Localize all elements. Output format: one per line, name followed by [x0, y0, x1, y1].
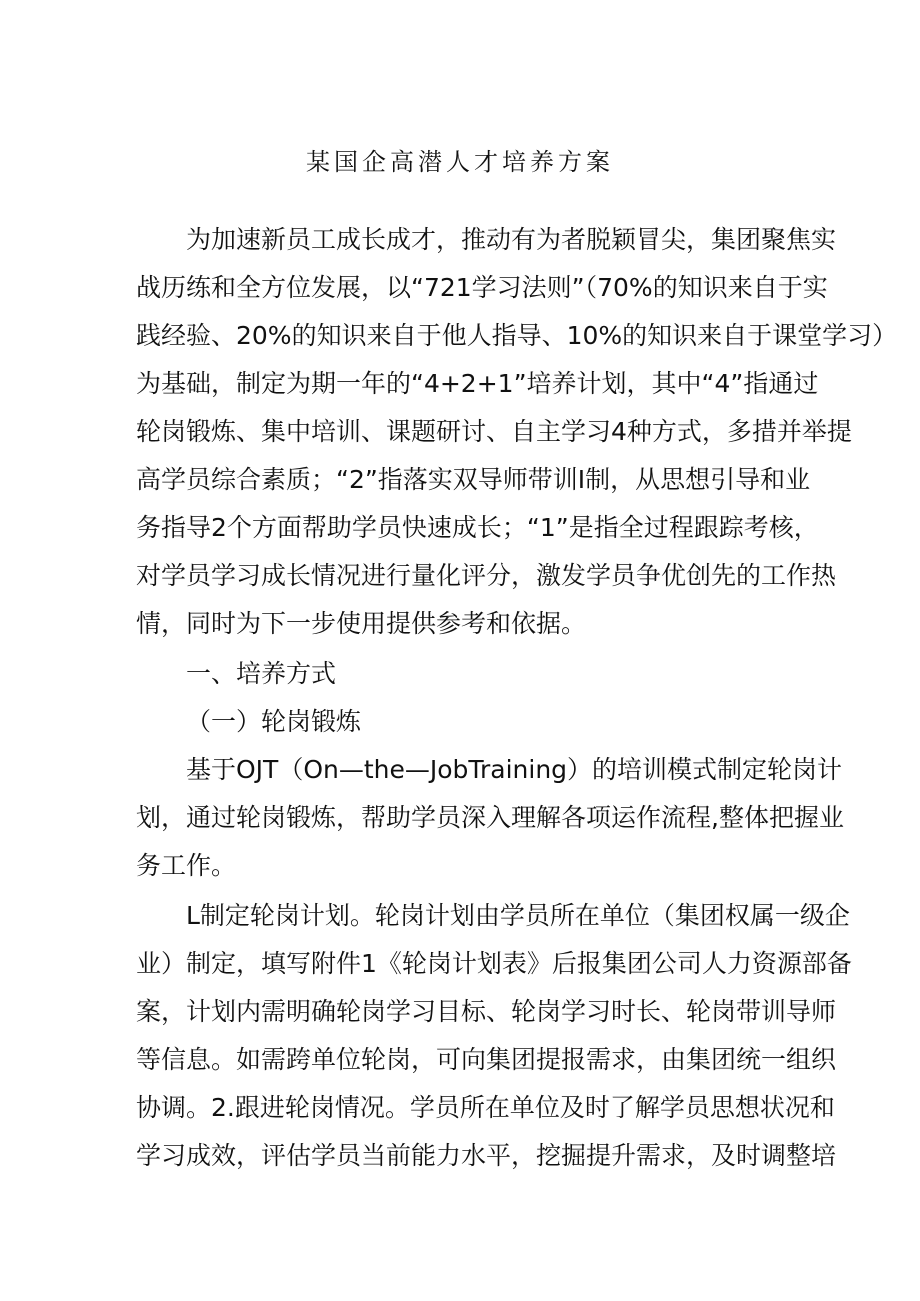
paragraph-line: 案，计划内需明确轮岗学习目标、轮岗学习时长、轮岗带训导师 — [136, 997, 837, 1026]
paragraph-line: 为基础，制定为期一年的“4+2+1”培养计划，其中“4”指通过 — [136, 369, 819, 398]
paragraph-line: 等信息。如需跨单位轮岗，可向集团提报需求，由集团统一组织 — [136, 1045, 837, 1074]
paragraph-line: 为加速新员工成长成才，推动有为者脱颖冒尖，集团聚焦实 — [186, 225, 837, 254]
paragraph-line: 对学员学习成长情况进行量化评分，激发学员争优创先的工作热 — [136, 561, 837, 590]
paragraph-line: 业）制定，填写附件1《轮岗计划表》后报集团公司人力资源部备 — [136, 949, 852, 978]
paragraph-line: L制定轮岗计划。轮岗计划由学员所在单位（集团权属一级企 — [186, 901, 850, 930]
paragraph-line: 划，通过轮岗锻炼，帮助学员深入理解各项运作流程,整体把握业 — [136, 803, 844, 832]
paragraph-line: 情，同时为下一步使用提供参考和依据。 — [136, 609, 587, 638]
subsection-heading: （一）轮岗锻炼 — [186, 707, 362, 736]
paragraph-line: 基于OJT（On—the—JobTraining）的培训模式制定轮岗计 — [186, 755, 843, 784]
paragraph-line: 战历练和全方位发展，以“721学习法则”（70%的知识来自于实 — [136, 273, 828, 302]
paragraph-line: 学习成效，评估学员当前能力水平，挖掘提升需求，及时调整培 — [136, 1141, 837, 1170]
document-title: 某国企高潜人才培养方案 — [306, 148, 614, 176]
paragraph-line: 协调。2.跟进轮岗情况。学员所在单位及时了解学员思想状况和 — [136, 1093, 835, 1122]
paragraph-line: 高学员综合素质；“2”指落实双导师带训I制，从思想引导和业 — [136, 465, 811, 494]
paragraph-line: 践经验、20%的知识来自于他人指导、10%的知识来自于课堂学习） — [136, 321, 898, 350]
paragraph-line: 轮岗锻炼、集中培训、课题研讨、自主学习4种方式，多措并举提 — [136, 417, 852, 446]
section-heading: 一、培养方式 — [186, 659, 337, 688]
paragraph-line: 务工作。 — [136, 851, 237, 880]
paragraph-line: 务指导2个方面帮助学员快速成长；“1”是指全过程跟踪考核， — [136, 513, 819, 542]
